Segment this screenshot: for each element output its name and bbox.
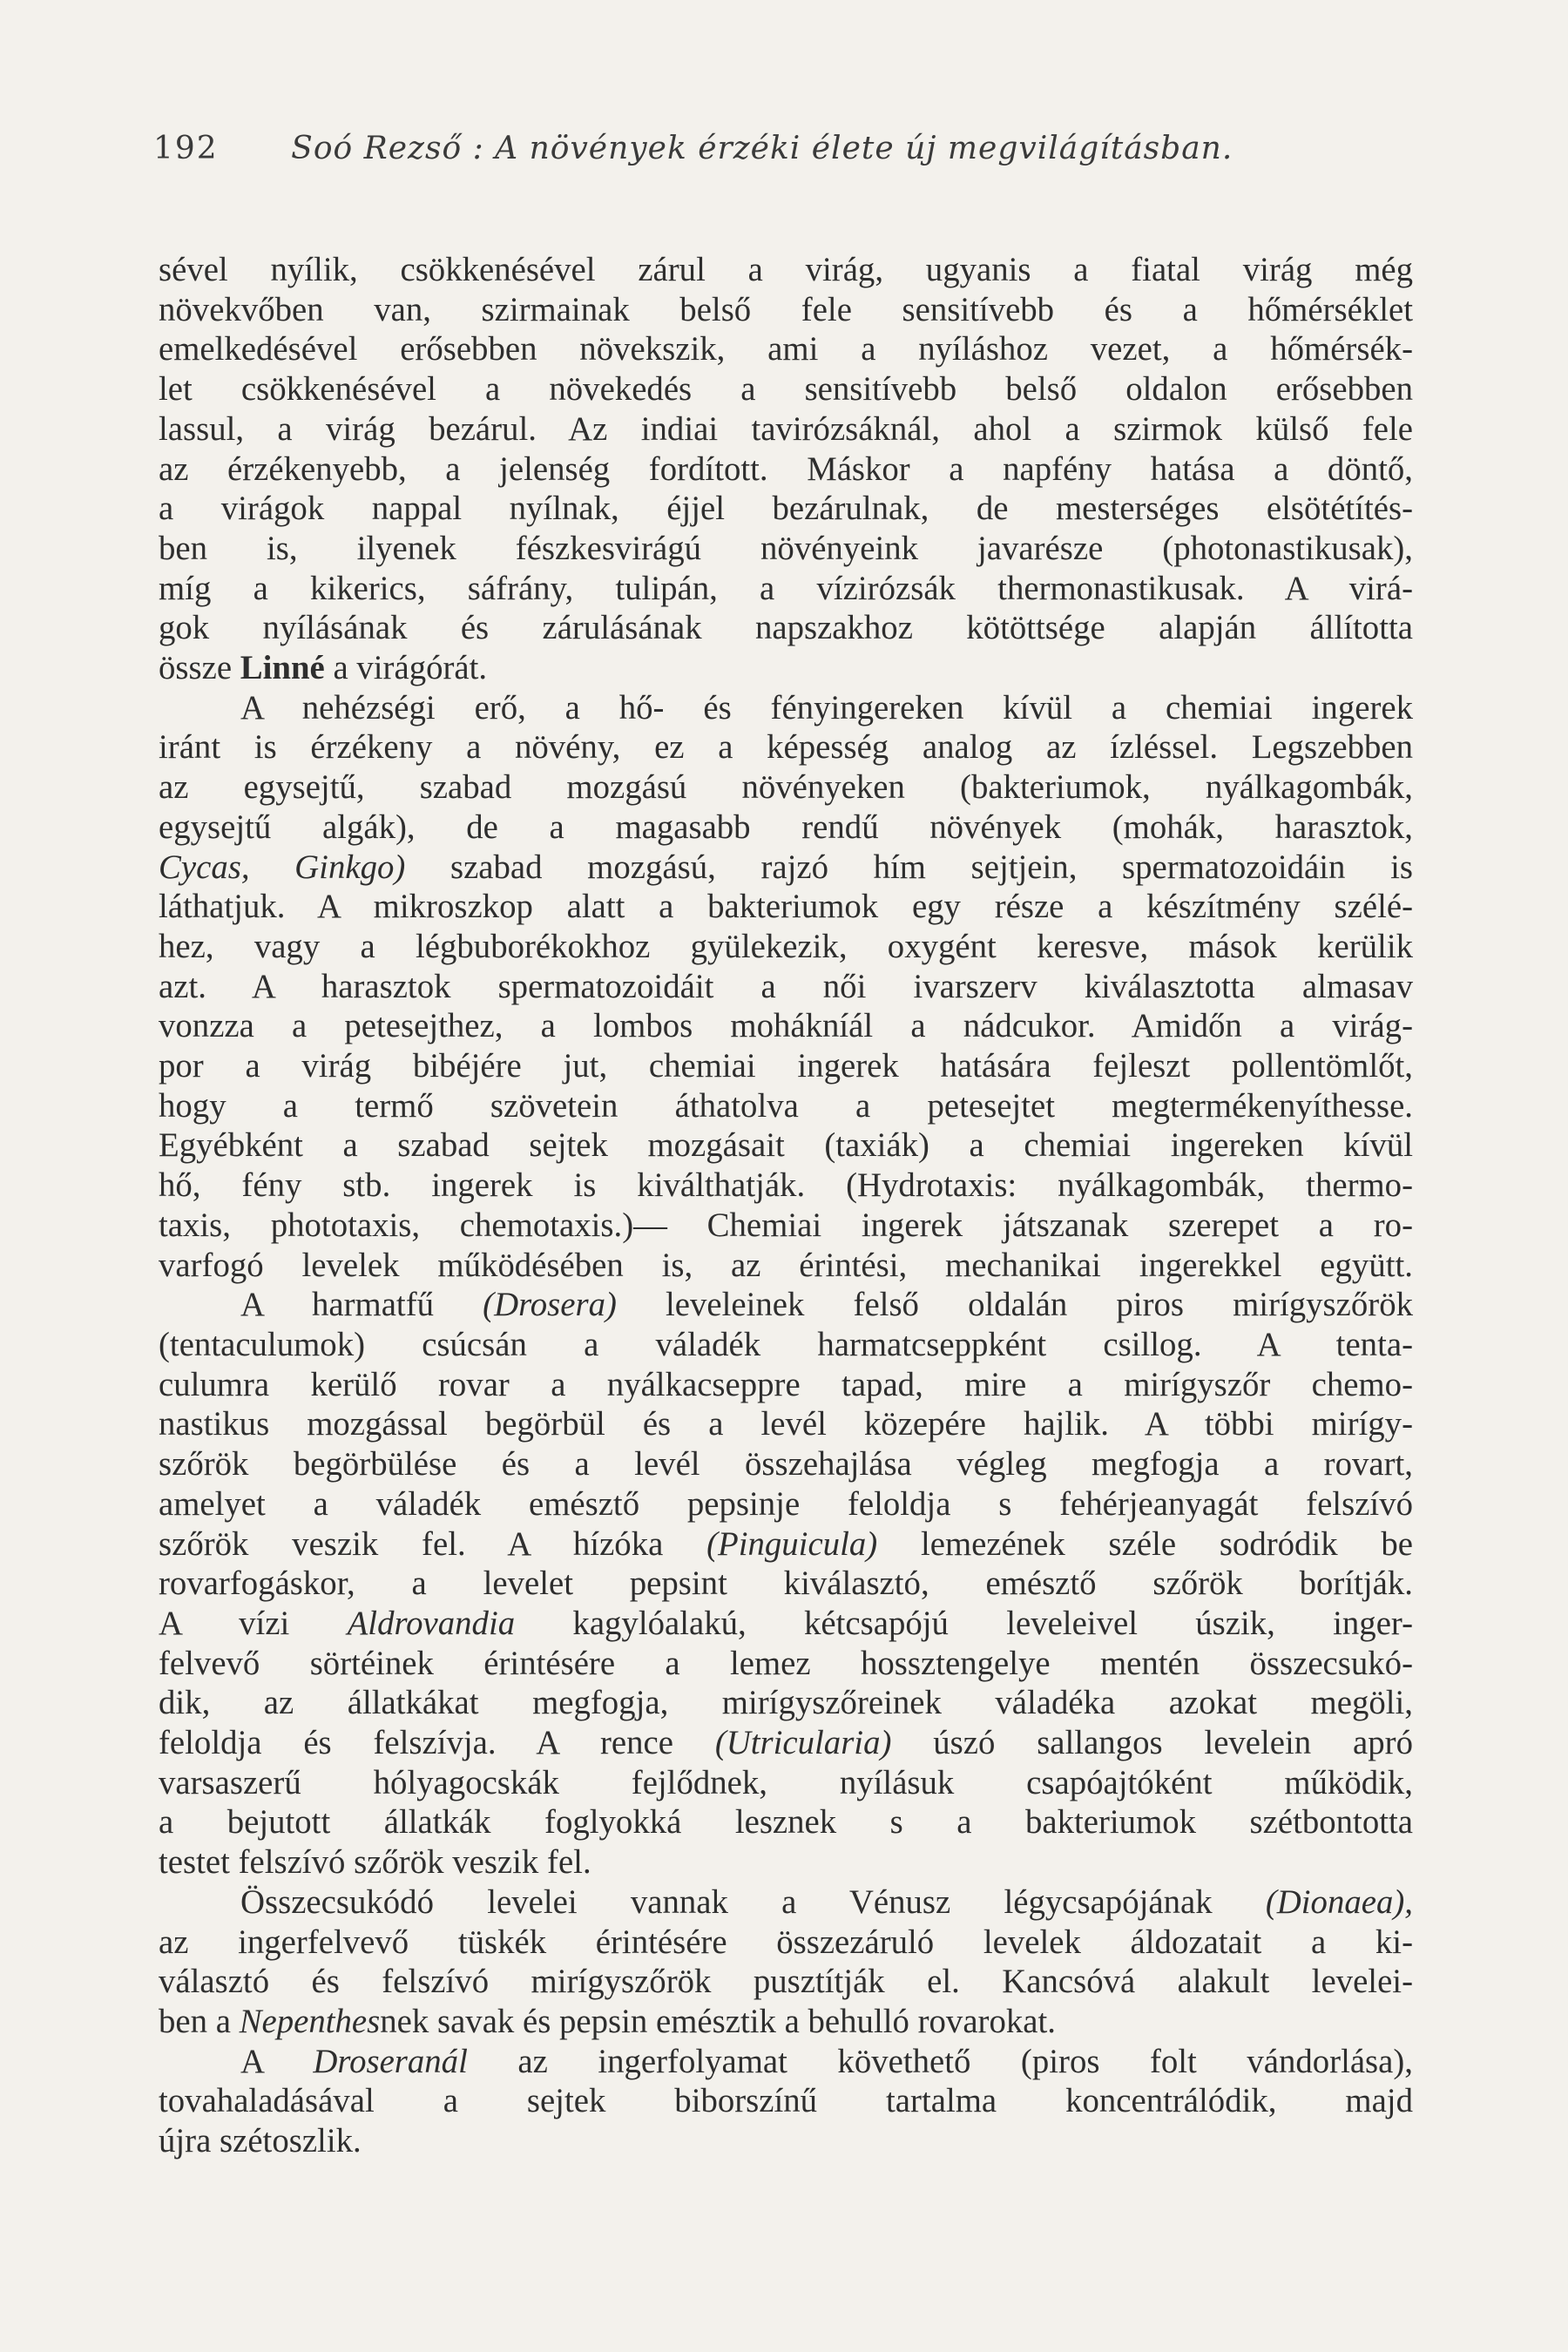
text-line: (tentaculumok) csúcsán a váladék harmatcseppként csillog. A tenta- — [159, 1325, 1413, 1363]
text-line: lassul, a virág bezárul. Az indiai tavirózsáknál, ahol a szirmok külső fele — [159, 409, 1413, 448]
text-line: láthatjuk. A mikroszkop alatt a bakteriumok egy része a készítmény szélé- — [159, 888, 1413, 926]
taxon-name: (Dionaea), — [1265, 1882, 1413, 1921]
text-line: hez, vagy a légbuborékokhoz gyülekezik, oxygént keresve, mások kerülik — [159, 927, 1413, 965]
text-line: hő, fény stb. ingerek is kiválthatják. (Hydrotaxis: nyálkagombák, thermo- — [159, 1166, 1413, 1205]
text-line: A vízi Aldrovandia kagylóalakú, kétcsapójú leveleivel úszik, inger- — [159, 1604, 1413, 1642]
text-line: ben is, ilyenek fészkesvirágú növényeink javarésze (photonastikusak), — [159, 529, 1413, 567]
text-line: ben a Nepenthesnek savak és pepsin emésztik a behulló rovarokat. — [159, 2002, 1056, 2040]
text-line: a virágok nappal nyílnak, éjjel bezárulnak, de mesterséges elsötétítés- — [159, 490, 1413, 528]
paragraph-start: A Droseranál az ingerfolyamat követhető (piros folt vándorlása), — [240, 2042, 1413, 2080]
text-line: amelyet a váladék emésztő pepsinje feloldja s fehérjeanyagát felszívó — [159, 1484, 1413, 1523]
text-line: a bejutott állatkák foglyokká lesznek s a bakteriumok szétbontotta — [159, 1803, 1413, 1842]
page-header — [153, 131, 1233, 166]
taxon-name: (Utricularia) — [714, 1724, 892, 1762]
taxon-name: (Drosera) — [483, 1286, 617, 1324]
text-line: míg a kikerics, sáfrány, tulipán, a vízirózsák thermonastikusak. A virá- — [159, 569, 1413, 607]
text-line: rovarfogáskor, a levelet pepsint kiválasztó, emésztő szőrök borítják. — [159, 1565, 1413, 1603]
text-line: let csökkenésével a növekedés a sensitívebb belső oldalon erősebben — [159, 370, 1413, 409]
text-line: azt. A harasztok spermatozoidáit a női ivarszerv kiválasztotta almasav — [159, 967, 1413, 1005]
text-line: vonzza a petesejthez, a lombos mohákníál a nádcukor. Amidőn a virág- — [159, 1007, 1413, 1045]
text-line: az ingerfelvevő tüskék érintésére összezáruló levelek áldozatait a ki- — [159, 1923, 1413, 1961]
text-line: culumra kerülő rovar a nyálkacseppre tapad, mire a mirígyszőr chemo- — [159, 1365, 1413, 1403]
taxon-name: Cycas, Ginkgo) — [159, 848, 406, 886]
body-text — [159, 250, 1413, 2161]
text-line: egysejtű algák), de a magasabb rendű növények (mohák, harasztok, — [159, 808, 1413, 846]
text-line: varfogó levelek működésében is, az érintési, mechanikai ingerekkel együtt. — [159, 1246, 1413, 1284]
text-line: Egyébként a szabad sejtek mozgásait (taxiák) a chemiai ingereken kívül — [159, 1126, 1413, 1165]
taxon-name: Aldrovandia — [347, 1604, 516, 1642]
text-line: iránt is érzékeny a növény, ez a képesség analog az ízléssel. Legszebben — [159, 728, 1413, 767]
page-number: 192 — [153, 131, 219, 166]
text-line: gok nyílásának és zárulásának napszakhoz kötöttsége alapján állította — [159, 609, 1413, 647]
taxon-name: Droseranál — [313, 2042, 468, 2080]
author-name-linne: Linné — [240, 649, 325, 687]
text-line: emelkedésével erősebben növekszik, ami a nyíláshoz vezet, a hőmérsék- — [159, 330, 1413, 368]
text-line: össze Linné a virágórát. — [159, 649, 488, 687]
text-line: az egysejtű, szabad mozgású növényeken (bakteriumok, nyálkagombák, — [159, 768, 1413, 807]
text-line: nastikus mozgással begörbül és a levél közepére hajlik. A többi mirígy- — [159, 1405, 1413, 1443]
text-line: tovahaladásával a sejtek biborszínű tartalma koncentrálódik, majd — [159, 2082, 1413, 2120]
taxon-name: Nepenthes — [239, 2002, 381, 2040]
taxon-name: (Pinguicula) — [706, 1524, 878, 1563]
text-line: sével nyílik, csökkenésével zárul a virág, ugyanis a fiatal virág még — [159, 251, 1413, 288]
text-line: feloldja és felszívja. A rence (Utricularia) úszó sallangos levelein apró — [159, 1724, 1413, 1762]
paragraph-start: A harmatfű (Drosera) leveleinek felső oldalán piros mirígyszőrök — [240, 1286, 1413, 1324]
running-title: Soó Rezső : A növények érzéki élete új megvilágításban. — [291, 131, 1233, 166]
text-line: Cycas, Ginkgo) szabad mozgású, rajzó hím sejtjein, spermatozoidáin is — [159, 848, 1413, 886]
text-line: újra szétoszlik. — [159, 2122, 362, 2160]
text-line: az érzékenyebb, a jelenség fordított. Máskor a napfény hatása a döntő, — [159, 449, 1413, 488]
text-line: testet felszívó szőrök veszik fel. — [159, 1843, 591, 1882]
text-line: dik, az állatkákat megfogja, mirígyszőreinek váladéka azokat megöli, — [159, 1684, 1413, 1722]
text-line: hogy a termő szövetein áthatolva a petesejtet megtermékenyíthesse. — [159, 1086, 1413, 1125]
paragraph-start: A nehézségi erő, a hő- és fényingereken kívül a chemiai ingerek — [240, 688, 1413, 727]
text-line: szőrök begörbülése és a levél összehajlása végleg megfogja a rovart, — [159, 1445, 1413, 1484]
text-line: növekvőben van, szirmainak belső fele sensitívebb és a hőmérséklet — [159, 290, 1413, 328]
paragraph-start: Összecsukódó levelei vannak a Vénusz légycsapójának (Dionaea), — [240, 1882, 1413, 1921]
text-line: választó és felszívó mirígyszőrök pusztítják el. Kancsóvá alakult levelei- — [159, 1963, 1413, 2001]
text-line: varsaszerű hólyagocskák fejlődnek, nyílásuk csapóajtóként működik, — [159, 1763, 1413, 1801]
text-line: por a virág bibéjére jut, chemiai ingerek hatására fejleszt pollentömlőt, — [159, 1047, 1413, 1085]
text-line: felvevő sörtéinek érintésére a lemez hossztengelye mentén összecsukó- — [159, 1644, 1413, 1682]
text-line: taxis, phototaxis, chemotaxis.)— Chemiai ingerek játszanak szerepet a ro- — [159, 1206, 1413, 1244]
text-line: szőrök veszik fel. A hízóka (Pinguicula) lemezének széle sodródik be — [159, 1524, 1413, 1563]
